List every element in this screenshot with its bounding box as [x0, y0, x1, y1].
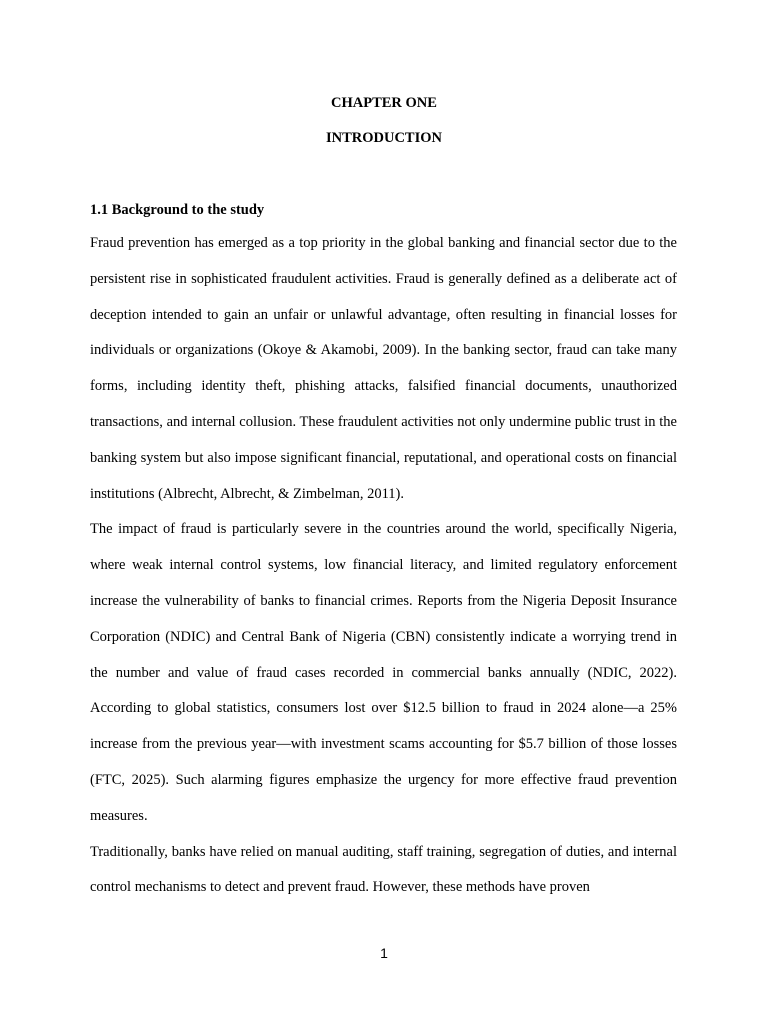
body-text: [90, 226, 677, 906]
paragraph: Fraud prevention has emerged as a top priority in the global banking and financial sector due to the persistent rise in sophisticated fraudulent activities. Fraud is generally defined as a deliberate act of deception intended to gain an unfair or unlawful advantage, often resulting in financial losses for individuals or organizations (Okoye & Akamobi, 2009). In the banking sector, fraud can take many forms, including identity theft, phishing attacks, falsified financial documents, unauthorized transactions, and internal collusion. These fraudulent activities not only undermine public trust in the banking system but also impose significant financial, reputational, and operational costs on financial institutions (Albrecht, Albrecht, & Zimbelman, 2011).: [90, 235, 677, 502]
section-heading: 1.1 Background to the study: [90, 202, 265, 218]
page-number: 1: [380, 945, 388, 961]
chapter-label: CHAPTER ONE: [331, 95, 437, 111]
paragraph: Traditionally, banks have relied on manual auditing, staff training, segregation of duties, and internal control mechanisms to detect and prevent fraud. However, these methods have proven: [90, 843, 677, 896]
paragraph: The impact of fraud is particularly severe in the countries around the world, specifically Nigeria, where weak internal control systems, low financial literacy, and limited regulatory enforcement increase the vulnerability of banks to financial crimes. Reports from the Nigeria Deposit Insurance Corporation (NDIC) and Central Bank of Nigeria (CBN) consistently indicate a worrying trend in the number and value of fraud cases recorded in commercial banks annually (NDIC, 2022). According to global statistics, consumers lost over $12.5 billion to fraud in 2024 alone—a 25% increase from the previous year—with investment scams accounting for $5.7 billion of those losses (FTC, 2025). Such alarming figures emphasize the urgency for more effective fraud prevention measures.: [90, 521, 677, 824]
chapter-title: INTRODUCTION: [325, 130, 442, 146]
